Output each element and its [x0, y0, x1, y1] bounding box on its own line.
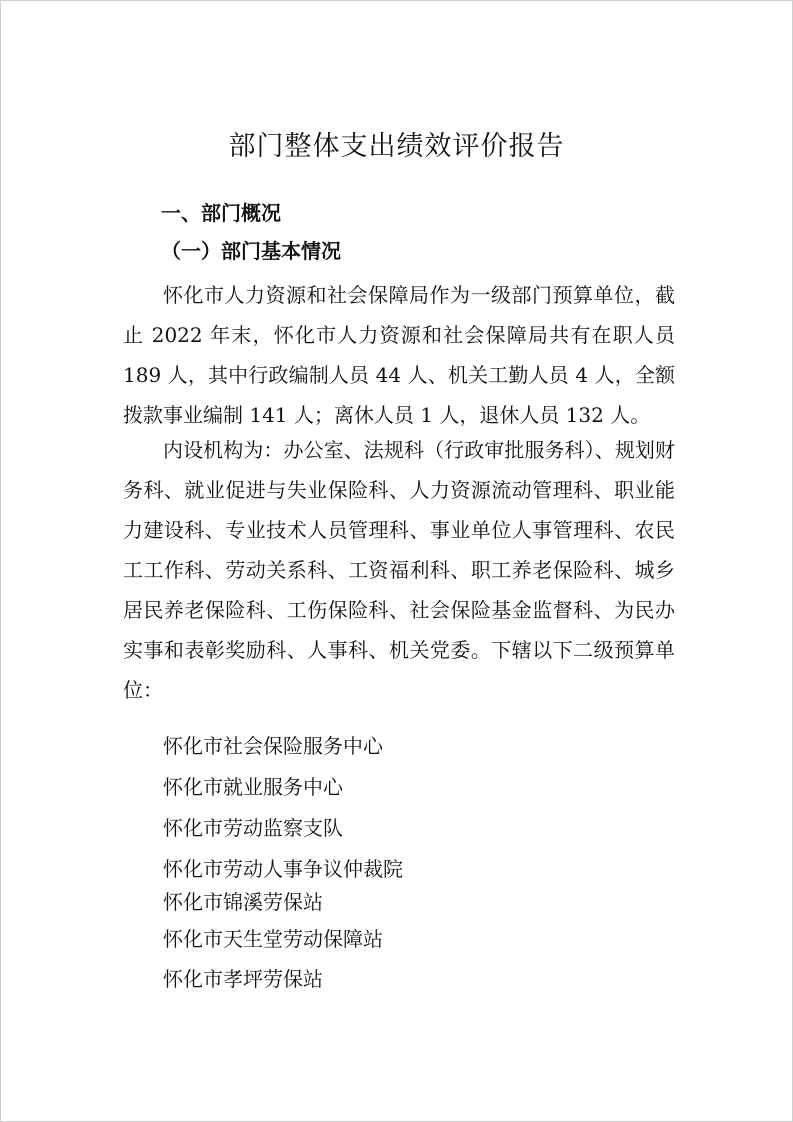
list-item-unit: 怀化市社会保险服务中心 — [163, 734, 383, 758]
list-item-unit: 怀化市劳动人事争议仲裁院 — [163, 857, 403, 881]
list-item-unit: 怀化市孝坪劳保站 — [163, 967, 323, 991]
paragraph-staffing: 怀化市人力资源和社会保障局作为一级部门预算单位，截止 2022 年末，怀化市人力资源和社会保障局共有在职人员 189 人，其中行政编制人员 44 人、机关工勤人员 4 人，全额拨款事业编制 141 人；离休人员 1 人，退休人员 132 人。 — [123, 283, 675, 427]
list-item-unit: 怀化市就业服务中心 — [163, 775, 343, 799]
list-item-unit: 怀化市劳动监察支队 — [163, 816, 343, 840]
section-heading-overview: 一、部门概况 — [161, 201, 281, 225]
paragraph-internal-structure: 内设机构为：办公室、法规科（行政审批服务科）、规划财务科、就业促进与失业保险科、人力资源流动管理科、职业能力建设科、专业技术人员管理科、事业单位人事管理科、农民工工作科、劳动关系科、工资福利科、职工养老保险科、城乡居民养老保险科、工伤保险科、社会保险基金监督科、为民办实事和表彰奖励科、人事科、机关党委。下辖以下二级预算单位： — [123, 438, 675, 702]
list-item-unit: 怀化市锦溪劳保站 — [163, 890, 323, 914]
list-item-unit: 怀化市天生堂劳动保障站 — [163, 927, 383, 951]
subsection-heading-basic-info: （一）部门基本情况 — [161, 239, 341, 263]
document-title: 部门整体支出绩效评价报告 — [228, 131, 565, 162]
